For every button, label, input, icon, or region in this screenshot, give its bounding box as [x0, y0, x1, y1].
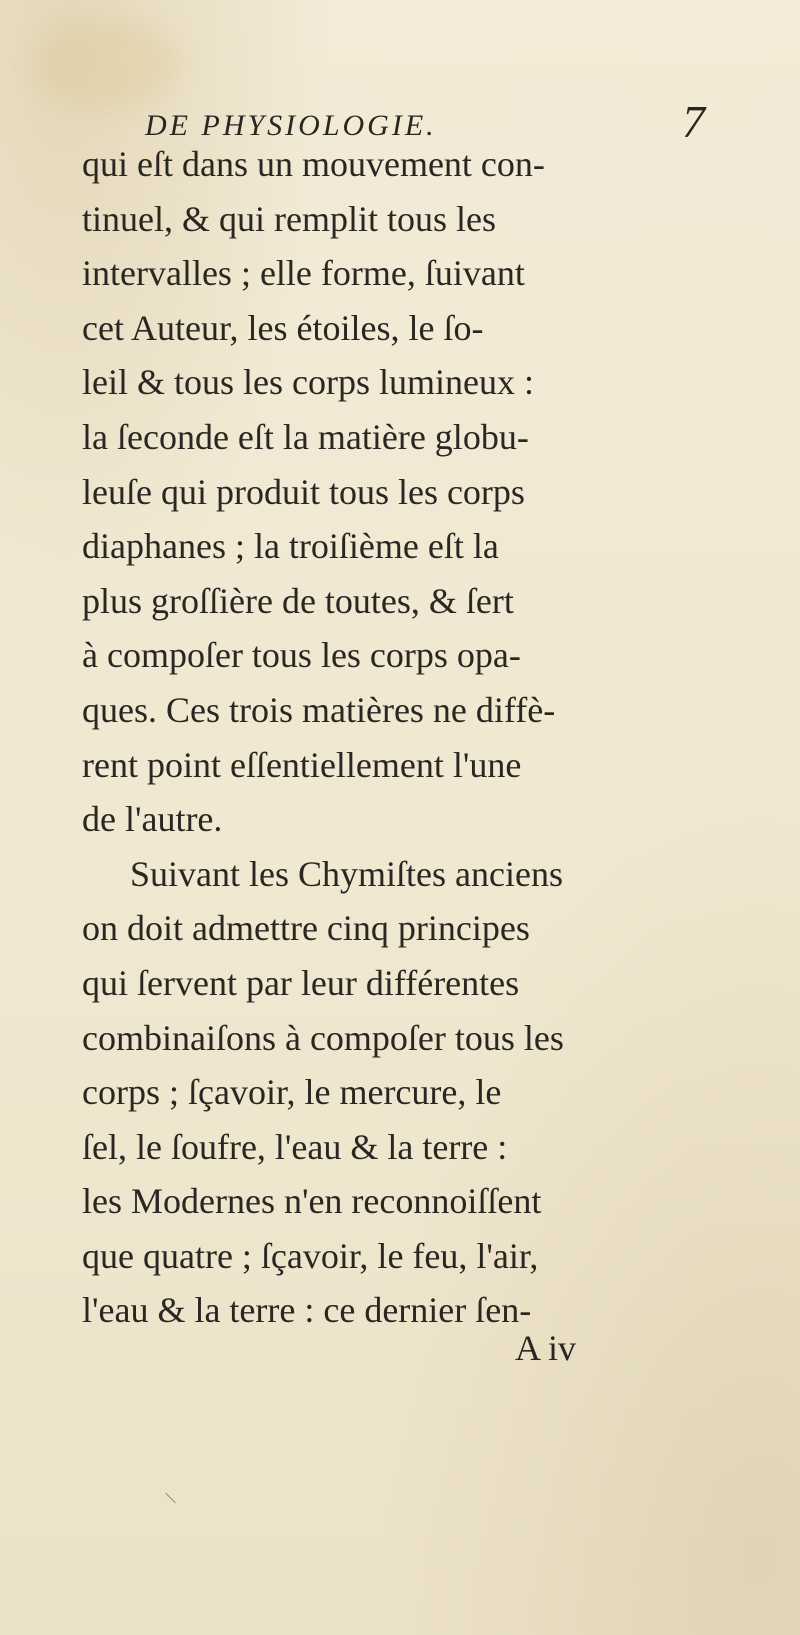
text-line: ques. Ces trois matières ne diffè-	[82, 689, 556, 730]
text-line: corps ; ſçavoir, le mercure, le	[82, 1072, 502, 1113]
text-line: combinaiſons à compoſer tous les	[82, 1017, 564, 1058]
paper-stain	[30, 20, 180, 110]
text-line: de l'autre.	[82, 799, 223, 840]
running-title: DE PHYSIOLOGIE.	[145, 109, 437, 142]
page-number: 7	[682, 96, 705, 147]
text-line: les Modernes n'en reconnoiſſent	[82, 1181, 542, 1222]
text-line: on doit admettre cinq principes	[82, 908, 530, 949]
signature-mark: A iv	[515, 1328, 577, 1368]
text-line: leil & tous les corps lumineux :	[82, 362, 534, 403]
text-line: diaphanes ; la troiſième eſt la	[82, 526, 499, 567]
text-line: l'eau & la terre : ce dernier ſen-	[82, 1290, 532, 1331]
text-line: que quatre ; ſçavoir, le feu, l'air,	[82, 1235, 539, 1276]
text-line: tinuel, & qui remplit tous les	[82, 198, 496, 239]
ink-mark	[165, 1483, 186, 1504]
body-text	[82, 137, 722, 1338]
text-line: rent point eſſentiellement l'une	[82, 744, 522, 785]
text-line: leuſe qui produit tous les corps	[82, 471, 525, 512]
text-line: cet Auteur, les étoiles, le ſo-	[82, 307, 484, 348]
text-line: qui eſt dans un mouvement con-	[82, 144, 545, 184]
text-line: intervalles ; elle forme, ſuivant	[82, 253, 525, 294]
paragraph-start-line: Suivant les Chymiſtes anciens	[130, 853, 563, 894]
text-line: la ſeconde eſt la matière globu-	[82, 416, 529, 457]
text-line: plus groſſière de toutes, & ſert	[82, 580, 514, 621]
text-line: à compoſer tous les corps opa-	[82, 635, 521, 676]
text-line: ſel, le ſoufre, l'eau & la terre :	[82, 1126, 508, 1167]
text-line: qui ſervent par leur différentes	[82, 962, 520, 1003]
